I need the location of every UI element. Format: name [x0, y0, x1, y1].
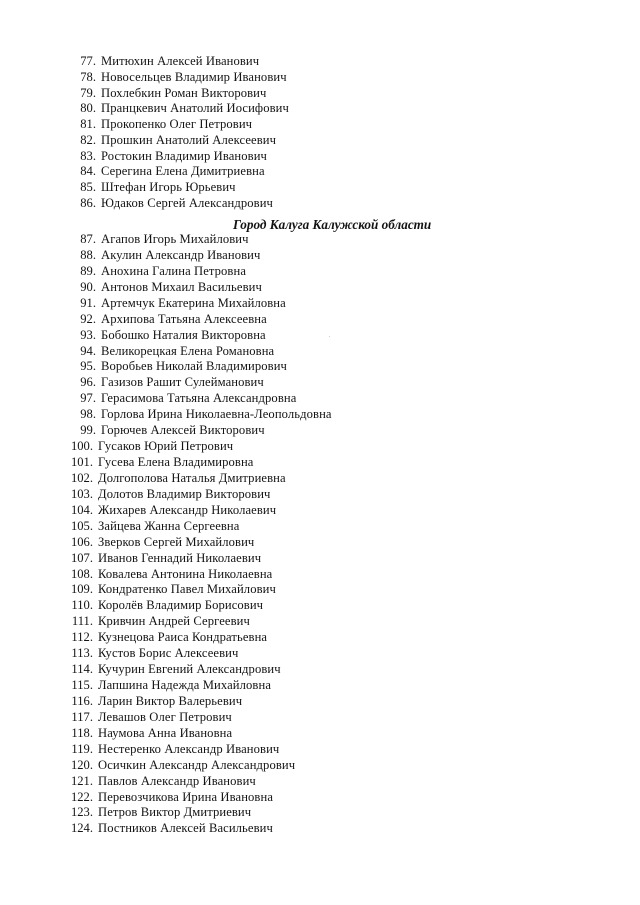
- item-number: 100.: [70, 439, 93, 454]
- item-number: 117.: [71, 709, 93, 724]
- person-name: Газизов Рашит Сулейманович: [101, 375, 264, 390]
- item-number: 81.: [80, 117, 96, 132]
- person-name: Прокопенко Олег Петрович: [101, 117, 253, 132]
- item-number: 83.: [80, 148, 96, 163]
- item-number: 106.: [70, 534, 93, 549]
- item-number: 104.: [70, 502, 93, 517]
- person-name: Ларин Виктор Валерьевич: [98, 693, 243, 708]
- person-name: Артемчук Екатерина Михайловна: [101, 295, 286, 310]
- person-name: Зверков Сергей Михайлович: [98, 534, 255, 549]
- person-name: Акулин Александр Иванович: [101, 247, 261, 262]
- person-name: Воробьев Николай Владимирович: [101, 359, 287, 374]
- item-number: 103.: [70, 486, 93, 501]
- person-name: Похлебкин Роман Викторович: [101, 85, 267, 100]
- item-number: 122.: [70, 789, 93, 804]
- section-heading-text: Город Калуга Калужской области: [233, 217, 432, 232]
- person-name: Митюхин Алексей Иванович: [101, 54, 260, 68]
- person-name: Наумова Анна Ивановна: [98, 725, 233, 740]
- person-name: Прошкин Анатолий Алексеевич: [101, 132, 277, 147]
- person-name: Осичкин Александр Александрович: [98, 757, 296, 772]
- item-number: 82.: [80, 132, 96, 147]
- person-name: Перевозчикова Ирина Ивановна: [98, 789, 274, 804]
- item-number: 105.: [70, 518, 93, 533]
- person-name: Кучурин Евгений Александрович: [98, 662, 281, 677]
- item-number: 123.: [70, 805, 93, 820]
- item-number: 102.: [70, 470, 93, 485]
- person-name: Новосельцев Владимир Иванович: [101, 69, 287, 84]
- person-name: Анохина Галина Петровна: [101, 263, 247, 278]
- person-name: Долотов Владимир Викторович: [98, 486, 271, 501]
- person-name: Зайцева Жанна Сергеевна: [98, 518, 240, 533]
- person-name: Лапшина Надежда Михайловна: [98, 678, 272, 693]
- person-name: Кривчин Андрей Сергеевич: [98, 614, 250, 629]
- item-number: 95.: [80, 359, 96, 374]
- item-number: 85.: [80, 180, 96, 195]
- person-name: Ростокин Владимир Иванович: [101, 148, 267, 163]
- item-number: 124.: [70, 821, 93, 836]
- person-name: Гусаков Юрий Петрович: [98, 439, 234, 454]
- item-number: 109.: [70, 582, 93, 597]
- person-name: Постников Алексей Васильевич: [98, 821, 273, 836]
- item-number: 110.: [71, 598, 93, 613]
- item-number: 121.: [70, 773, 93, 788]
- item-number: 98.: [80, 407, 96, 422]
- person-name: Агапов Игорь Михайлович: [101, 232, 249, 246]
- item-number: 96.: [80, 375, 96, 390]
- item-number: 119.: [71, 741, 93, 756]
- person-name: Архипова Татьяна Алексеевна: [101, 311, 267, 326]
- person-name: Серегина Елена Димитриевна: [101, 164, 265, 179]
- person-name: Антонов Михаил Васильевич: [101, 279, 262, 294]
- item-number: 101.: [70, 455, 93, 470]
- item-number: 93.: [80, 327, 96, 342]
- item-number: 111.: [71, 614, 93, 629]
- item-number: 107.: [70, 550, 93, 565]
- item-number: 87.: [80, 232, 96, 246]
- person-name: Кузнецова Раиса Кондратьевна: [98, 630, 268, 645]
- item-number: 116.: [71, 693, 93, 708]
- item-number: 97.: [80, 391, 96, 406]
- person-name: Пранцкевич Анатолий Иосифович: [101, 101, 289, 116]
- item-number: 91.: [80, 295, 96, 310]
- item-number: 79.: [80, 85, 96, 100]
- item-number: 89.: [80, 263, 96, 278]
- item-number: 113.: [71, 646, 93, 661]
- item-number: 108.: [70, 566, 93, 581]
- person-name: Кондратенко Павел Михайлович: [98, 582, 276, 597]
- person-name: Жихарев Александр Николаевич: [98, 502, 277, 517]
- person-name: Штефан Игорь Юрьевич: [101, 180, 236, 195]
- item-number: 77.: [80, 54, 96, 68]
- item-number: 80.: [80, 101, 96, 116]
- person-name: Павлов Александр Иванович: [98, 773, 256, 788]
- person-name: Петров Виктор Дмитриевич: [98, 805, 252, 820]
- item-number: 86.: [80, 196, 96, 211]
- person-name: Юдаков Сергей Александрович: [101, 196, 273, 211]
- item-number: 94.: [80, 343, 96, 358]
- item-number: 114.: [71, 662, 93, 677]
- person-name: Нестеренко Александр Иванович: [98, 741, 280, 756]
- person-name: Горлова Ирина Николаевна-Леопольдовна: [101, 407, 332, 422]
- item-number: 90.: [80, 279, 96, 294]
- person-name: Горючев Алексей Викторович: [101, 423, 265, 438]
- item-number: 78.: [80, 69, 96, 84]
- item-number: 88.: [80, 247, 96, 262]
- item-number: 115.: [71, 678, 93, 693]
- person-name: Великорецкая Елена Романовна: [101, 343, 275, 358]
- person-name: Бобошко Наталия Викторовна: [101, 327, 266, 342]
- person-name: Королёв Владимир Борисович: [98, 598, 264, 613]
- person-name: Ковалева Антонина Николаевна: [98, 566, 273, 581]
- section-heading: [0, 216, 640, 234]
- person-name: Кустов Борис Алексеевич: [98, 646, 239, 661]
- person-name: Гусева Елена Владимировна: [98, 455, 254, 470]
- item-number: 120.: [70, 757, 93, 772]
- item-number: 112.: [71, 630, 93, 645]
- scan-speck: [329, 336, 330, 337]
- item-number: 99.: [80, 423, 96, 438]
- person-name: Долгополова Наталья Дмитриевна: [98, 470, 286, 485]
- person-name: Левашов Олег Петрович: [98, 709, 232, 724]
- item-number: 84.: [80, 164, 96, 179]
- person-name: Иванов Геннадий Николаевич: [98, 550, 262, 565]
- person-name: Герасимова Татьяна Александровна: [101, 391, 297, 406]
- item-number: 118.: [71, 725, 93, 740]
- item-number: 92.: [80, 311, 96, 326]
